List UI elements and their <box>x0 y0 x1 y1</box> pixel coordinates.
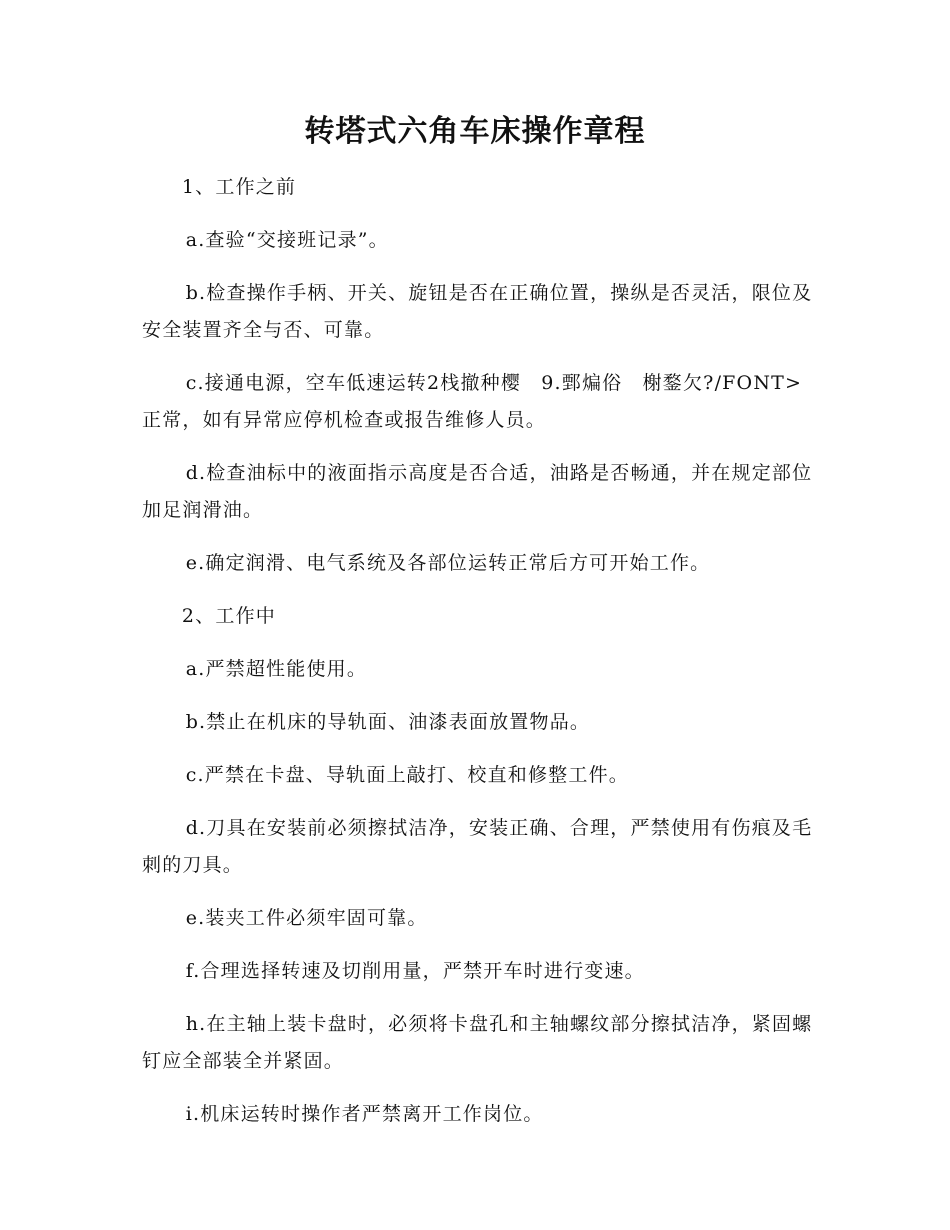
list-item: a.严禁超性能使用。 <box>185 658 368 680</box>
list-item: b.禁止在机床的导轨面、油漆表面放置物品。 <box>185 711 591 733</box>
list-item: f.合理选择转速及切削用量，严禁开车时进行变速。 <box>185 960 645 982</box>
list-item: d.刀具在安装前必须擦拭洁净，安装正确、合理，严禁使用有伤痕及毛刺的刀具。 <box>142 817 813 876</box>
list-item: d.检查油标中的液面指示高度是否合适，油路是否畅通，并在规定部位加足润滑油。 <box>142 462 813 521</box>
section-heading: 2、工作中 <box>181 605 276 627</box>
document-body <box>142 169 814 1149</box>
list-item: h.在主轴上装卡盘时，必须将卡盘孔和主轴螺纹部分擦拭洁净，紧固螺钉应全部装全并紧固。 <box>142 1013 813 1072</box>
list-item: a.查验“交接班记录”。 <box>185 229 389 251</box>
list-item: b.检查操作手柄、开关、旋钮是否在正确位置，操纵是否灵活，限位及安全装置齐全与否、可靠。 <box>142 282 813 341</box>
list-item: e.装夹工件必须牢固可靠。 <box>185 907 428 929</box>
list-item: e.确定润滑、电气系统及各部位运转正常后方可开始工作。 <box>185 552 711 574</box>
list-item: i.机床运转时操作者严禁离开工作岗位。 <box>185 1103 544 1125</box>
list-item: c.接通电源，空车低速运转2栈撤种樱 9.鄄煸俗 榭鍪欠?/FONT> 正常，如有异常应停机检查或报告维修人员。 <box>142 372 803 431</box>
section-heading: 1、工作之前 <box>181 176 297 198</box>
page-title: 转塔式六角车床操作章程 <box>304 114 646 149</box>
list-item: c.严禁在卡盘、导轨面上敲打、校直和修整工件。 <box>185 764 629 786</box>
